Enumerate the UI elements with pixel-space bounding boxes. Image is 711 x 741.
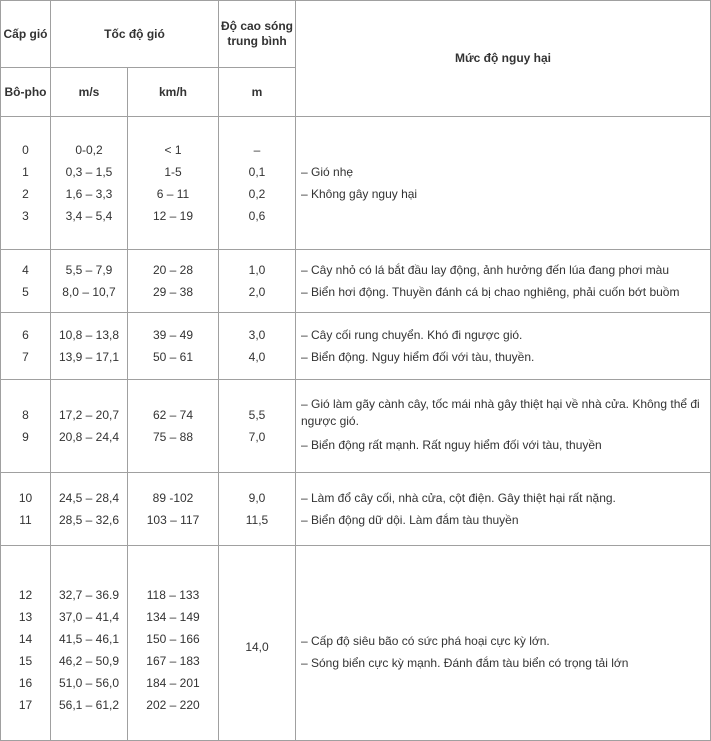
desc-line: – Biển động. Nguy hiểm đối với tàu, thuyền. [301,350,535,364]
level-value: 13 [18,610,33,624]
levels-cell [1,546,51,741]
ms-value: 3,4 – 5,4 [65,209,113,223]
desc-line: – Làm đổ cây cối, nhà cửa, cột điện. Gây thiệt hại rất nặng. [301,491,616,505]
ms-cell [51,117,128,250]
level-value: 5 [22,285,29,299]
kmh-value: 1-5 [164,165,182,179]
header-row-1 [1,1,711,68]
wave-value: 4,0 [248,350,266,364]
wave-value: 3,0 [248,328,266,342]
header-bo-pho: Bô-pho [1,68,51,117]
level-value: 14 [18,632,33,646]
ms-value: 46,2 – 50,9 [58,654,120,668]
header-toc-do-gio: Tốc độ gió [51,1,219,68]
table-row-group-0-3 [1,117,711,250]
kmh-value: 20 – 28 [152,263,194,277]
level-value: 4 [22,263,29,277]
level-value: 17 [18,698,33,712]
ms-value: 51,0 – 56,0 [58,676,120,690]
ms-value: 17,2 – 20,7 [58,408,120,422]
header-m: m [219,68,296,117]
wave-value: 7,0 [248,430,266,444]
level-value: 6 [22,328,29,342]
ms-value: 56,1 – 61,2 [58,698,120,712]
table-row-group-6-7 [1,313,711,380]
kmh-value: 103 – 117 [146,513,200,527]
levels-cell [1,117,51,250]
header-ms: m/s [51,68,128,117]
desc-line: – Sóng biển cực kỳ mạnh. Đánh đắm tàu biển có trọng tải lớn [301,656,629,670]
table-row-group-12-17 [1,546,711,741]
level-value: 1 [22,165,29,179]
desc-line: – Biển hơi động. Thuyền đánh cá bị chao nghiêng, phải cuốn bớt buồm [301,285,680,299]
ms-value: 13,9 – 17,1 [58,350,120,364]
ms-value: 8,0 – 10,7 [62,285,116,299]
desc-cell [296,313,711,380]
level-value: 2 [22,187,29,201]
header-do-cao-song: Độ cao sóng trung bình [219,1,296,68]
wave-cell [219,473,296,546]
kmh-value: 150 – 166 [146,632,200,646]
desc-cell [296,546,711,741]
kmh-value: 12 – 19 [152,209,194,223]
header-cap-gio: Cấp gió [1,1,51,68]
wave-value: – [253,143,261,157]
kmh-cell [128,473,219,546]
wave-cell [219,380,296,473]
levels-cell [1,313,51,380]
ms-value: 0,3 – 1,5 [65,165,113,179]
wave-value: 0,2 [248,187,266,201]
kmh-value: 89 -102 [152,491,194,505]
level-value: 16 [18,676,33,690]
wave-cell [219,250,296,313]
header-kmh: km/h [128,68,219,117]
ms-cell [51,380,128,473]
level-value: 8 [22,408,29,422]
ms-value: 28,5 – 32,6 [58,513,120,527]
ms-value: 1,6 – 3,3 [65,187,113,201]
wave-cell [219,546,296,741]
kmh-cell [128,313,219,380]
table-row-group-4-5 [1,250,711,313]
wave-cell [219,117,296,250]
ms-value: 10,8 – 13,8 [58,328,120,342]
desc-line: – Gió nhẹ [301,165,354,179]
ms-value: 32,7 – 36.9 [58,588,120,602]
desc-line: – Biển động dữ dội. Làm đắm tàu thuyền [301,513,519,527]
wave-value: 9,0 [248,491,266,505]
levels-cell [1,250,51,313]
kmh-value: 39 – 49 [152,328,194,342]
wave-cell [219,313,296,380]
level-value: 11 [19,513,32,527]
wave-value: 2,0 [248,285,266,299]
level-value: 0 [22,143,29,157]
wave-value: 5,5 [248,408,266,422]
desc-line: – Cây cối rung chuyển. Khó đi ngược gió. [301,328,523,342]
ms-cell [51,313,128,380]
kmh-value: < 1 [164,143,182,157]
levels-cell [1,380,51,473]
desc-cell [296,473,711,546]
kmh-value: 62 – 74 [152,408,194,422]
desc-line: – Cấp độ siêu bão có sức phá hoại cực kỳ lớn. [301,634,550,648]
kmh-value: 50 – 61 [152,350,194,364]
ms-cell [51,473,128,546]
wave-value: 0,6 [248,209,266,223]
kmh-value: 75 – 88 [152,430,194,444]
kmh-value: 29 – 38 [152,285,194,299]
wave-value: 0,1 [248,165,266,179]
kmh-cell [128,546,219,741]
level-value: 12 [18,588,33,602]
level-value: 3 [22,209,29,223]
desc-line: – Biển động rất mạnh. Rất nguy hiểm đối với tàu, thuyền [301,438,602,452]
level-value: 10 [18,491,33,505]
ms-value: 37,0 – 41,4 [58,610,120,624]
desc-line: – Không gây nguy hại [301,187,418,201]
ms-value: 20,8 – 24,4 [58,430,120,444]
desc-line: – Cây nhỏ có lá bắt đầu lay động, ảnh hưởng đến lúa đang phơi màu [301,263,670,277]
kmh-cell [128,250,219,313]
header-muc-do-nguy-hai: Mức độ nguy hại [296,1,711,117]
ms-value: 5,5 – 7,9 [65,263,113,277]
desc-cell [296,117,711,250]
kmh-value: 134 – 149 [146,610,200,624]
kmh-value: 167 – 183 [146,654,200,668]
level-value: 7 [22,350,29,364]
kmh-value: 184 – 201 [146,676,200,690]
kmh-value: 118 – 133 [146,588,200,602]
kmh-value: 202 – 220 [146,698,200,712]
ms-value: 0-0,2 [75,143,103,157]
kmh-cell [128,117,219,250]
ms-cell [51,250,128,313]
desc-cell [296,250,711,313]
level-value: 15 [18,654,33,668]
desc-line: – Gió làm gãy cành cây, tốc mái nhà gây thiệt hại về nhà cửa. Không thể đi ngược gió. [301,397,700,428]
wave-value: 1,0 [248,263,266,277]
table-row-group-8-9 [1,380,711,473]
ms-value: 41,5 – 46,1 [58,632,120,646]
wave-value: 11,5 [245,513,269,527]
ms-value: 24,5 – 28,4 [58,491,120,505]
kmh-cell [128,380,219,473]
table-row-group-10-11 [1,473,711,546]
desc-cell [296,380,711,473]
level-value: 9 [22,430,29,444]
ms-cell [51,546,128,741]
kmh-value: 6 – 11 [156,187,190,201]
wave-value: 14,0 [245,640,269,654]
levels-cell [1,473,51,546]
